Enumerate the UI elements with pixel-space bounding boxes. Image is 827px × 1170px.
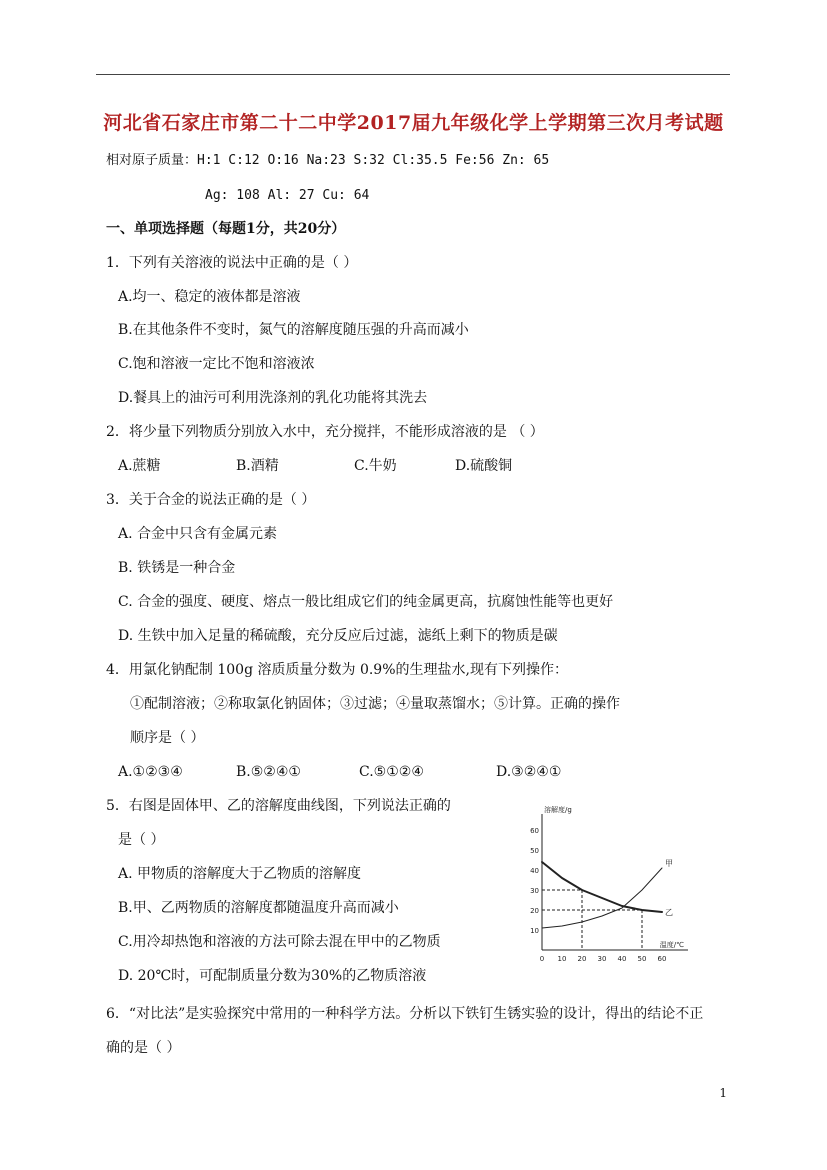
q4-option-c: C.⑤①②④	[359, 764, 424, 780]
page-number: 1	[719, 1086, 727, 1100]
y-tick-label: 50	[530, 847, 539, 855]
q2-option-c: C.牛奶	[354, 458, 397, 474]
q1-option-c: C.饱和溶液一定比不饱和溶液浓	[118, 356, 315, 372]
series-label: 甲	[665, 859, 673, 868]
q6-stem: 6．“对比法”是实验探究中常用的一种科学方法。分析以下铁钉生锈实验的设计，得出的结论不正	[106, 1006, 704, 1022]
q3-option-c: C. 合金的强度、硬度、熔点一般比组成它们的纯金属更高，抗腐蚀性能等也更好	[118, 594, 614, 610]
header-rule	[96, 74, 730, 75]
q4-operations: ①配制溶液；②称取氯化钠固体；③过滤；④量取蒸馏水；⑤计算。正确的操作	[130, 696, 620, 712]
q3-option-d: D. 生铁中加入足量的稀硫酸，充分反应后过滤，滤纸上剩下的物质是碳	[118, 628, 558, 644]
x-tick-label: 50	[637, 955, 647, 963]
q2-stem: 2．将少量下列物质分别放入水中，充分搅拌，不能形成溶液的是 （ ）	[106, 424, 544, 440]
x-tick-label: 30	[597, 955, 607, 963]
dashed-reference	[542, 890, 582, 950]
q3-option-b: B. 铁锈是一种合金	[118, 560, 236, 576]
q3-stem: 3．关于合金的说法正确的是（ ）	[106, 492, 316, 508]
atomic-mass-line-2: Ag: 108 Al: 27 Cu: 64	[205, 188, 370, 203]
q2-option-b: B.酒精	[236, 458, 279, 474]
q5-option-c: C.用冷却热饱和溶液的方法可除去混在甲中的乙物质	[118, 934, 441, 950]
q4-option-a: A.①②③④	[118, 764, 183, 780]
y-axis-label: 溶解度/g	[544, 806, 572, 814]
series-line	[542, 862, 662, 912]
x-tick-label: 60	[657, 955, 667, 963]
q5-option-d: D. 20℃时，可配制质量分数为30%的乙物质溶液	[118, 968, 427, 984]
atomic-mass-line-1: 相对原子质量：H:1 C:12 O:16 Na:23 S:32 Cl:35.5 Fe:56 Zn: 65	[106, 153, 550, 168]
q5-option-a: A. 甲物质的溶解度大于乙物质的溶解度	[118, 866, 362, 882]
series-label: 乙	[665, 908, 673, 917]
y-tick-label: 30	[530, 887, 539, 895]
q2-option-a: A.蔗糖	[118, 458, 161, 474]
x-tick-label: 0	[539, 955, 545, 963]
q6-stem-2: 确的是（ ）	[106, 1040, 181, 1056]
x-tick-label: 10	[557, 955, 567, 963]
dashed-reference	[542, 910, 642, 950]
y-tick-label: 60	[530, 827, 539, 835]
q2-option-d: D.硫酸铜	[455, 458, 513, 474]
q4-operations-2: 顺序是（ ）	[130, 730, 205, 746]
x-axis-label: 温度/℃	[659, 941, 684, 949]
q5-stem: 5．右图是固体甲、乙的溶解度曲线图，下列说法正确的	[106, 798, 451, 814]
q4-option-d: D.③②④①	[496, 764, 562, 780]
q5-stem-2: 是（ ）	[118, 832, 165, 848]
x-tick-label: 40	[617, 955, 627, 963]
solubility-chart	[520, 800, 700, 970]
q1-option-a: A.均一、稳定的液体都是溶液	[118, 289, 301, 305]
section-heading: 一、单项选择题（每题1分，共20分）	[106, 221, 346, 237]
x-tick-label: 20	[577, 955, 587, 963]
q1-option-b: B.在其他条件不变时，氮气的溶解度随压强的升高而减小	[118, 322, 469, 338]
q1-option-d: D.餐具上的油污可利用洗涤剂的乳化功能将其洗去	[118, 390, 428, 406]
page-title: 河北省石家庄市第二十二中学2017届九年级化学上学期第三次月考试题	[103, 112, 724, 134]
y-tick-label: 10	[530, 927, 539, 935]
q4-stem: 4．用氯化钠配制 100g 溶质质量分数为 0.9%的生理盐水,现有下列操作：	[106, 662, 568, 678]
q3-option-a: A. 合金中只含有金属元素	[118, 526, 278, 542]
y-tick-label: 20	[530, 907, 539, 915]
y-tick-label: 40	[530, 867, 539, 875]
q4-option-b: B.⑤②④①	[236, 764, 301, 780]
q5-option-b: B.甲、乙两物质的溶解度都随温度升高而减小	[118, 900, 399, 916]
q1-stem: 1．下列有关溶液的说法中正确的是（ ）	[106, 255, 358, 271]
